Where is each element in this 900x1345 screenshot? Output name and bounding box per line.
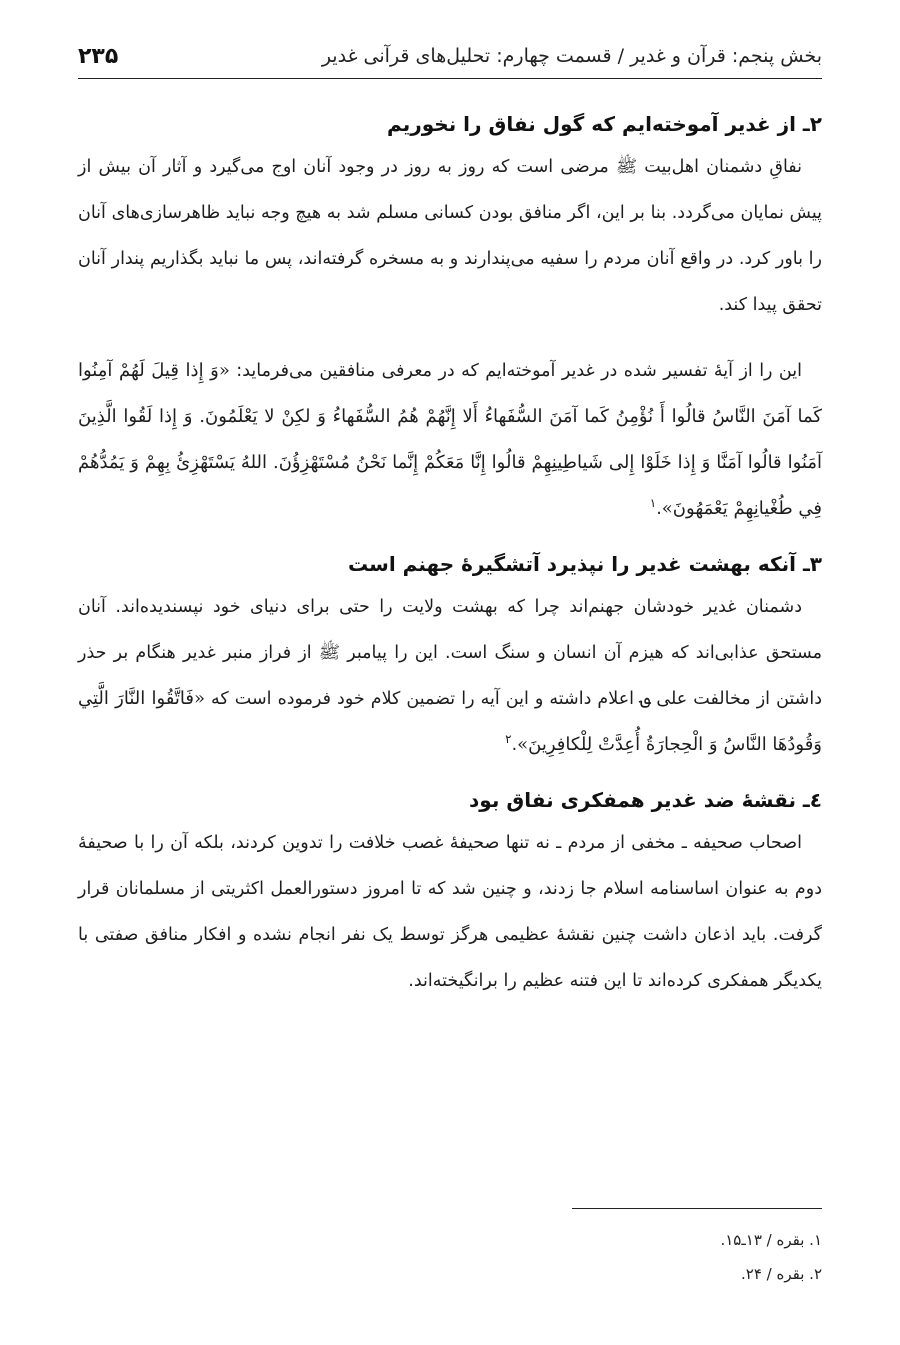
section-heading: ٤ـ نقشهٔ ضد غدیر همفکری نفاق بود	[469, 788, 822, 812]
footnote: ۱. بقره / ۱۳ـ۱۵.	[720, 1231, 822, 1249]
sentence-end: .	[656, 499, 662, 519]
sentence-end: .	[511, 735, 518, 755]
running-header	[78, 34, 822, 79]
quran-verse: «وَ إِذا قِيلَ لَهُمْ آمِنُوا كَما آمَنَ النَّاسُ قالُوا أَ نُؤْمِنُ كَما آمَنَ السُّفَهاءُ أَلا إِنَّهُمْ هُمُ السُّفَهاءُ وَ لكِنْ لا يَعْلَمُونَ. وَ إِذا لَقُوا الَّذِينَ آمَنُوا قالُوا آمَنَّا وَ إِذا خَلَوْا إِلى شَياطِينِهِمْ قالُوا إِنَّا مَعَكُمْ إِنَّما نَحْنُ مُسْتَهْزِؤُنَ. اللهُ يَسْتَهْزِئُ بِهِمْ وَ يَمُدُّهُمْ فِي طُغْيانِهِمْ يَعْمَهُونَ»	[78, 360, 822, 519]
page-body	[78, 104, 822, 1010]
section-2	[78, 104, 822, 532]
footnote-divider	[572, 1208, 822, 1209]
footnotes	[78, 1208, 822, 1291]
footnote-ref[interactable]: ۱	[649, 496, 657, 511]
section-heading: ۳ـ آنکه بهشت غدیر را نپذیرد آتشگیرهٔ جهنم است	[347, 552, 822, 576]
page-number: ۲۳۵	[78, 43, 119, 69]
section-heading: ۲ـ از غدیر آموخته‌ایم که گول نفاق را نخوریم	[387, 112, 822, 136]
quran-paragraph	[78, 348, 822, 532]
quran-verse: «فَاتَّقُوا النَّارَ الَّتِي وَقُودُهَا النَّاسُ وَ الْحِجارَةُ أُعِدَّتْ لِلْكافِرِينَ»	[78, 688, 822, 755]
paragraph: اصحاب صحیفه ـ مخفی از مردم ـ نه تنها صحیفهٔ غصب خلافت را تدوین کردند، بلکه آن را با صحیفهٔ دوم به عنوان اساسنامه اسلام جا زدند، و چنین شد که تا امروز دستورالعمل اکثریتی از مسلمانان قرار گرفت. باید اذعان داشت چنین نقشهٔ عظیمی هرگز توسط یک نفر انجام نشده و افکار منافق صفتی با یکدیگر همفکری کرده‌اند تا این فتنه عظیم را برانگیخته‌اند.	[78, 833, 822, 991]
footnote-ref[interactable]: ۲	[505, 732, 512, 747]
quran-paragraph	[78, 584, 822, 768]
section-4	[78, 780, 822, 1004]
section-3	[78, 544, 822, 768]
book-page	[78, 0, 822, 1345]
paragraph-intro: این را از آیهٔ تفسیر شده در غدیر آموخته‌ایم که در معرفی منافقین می‌فرماید:	[229, 361, 802, 381]
paragraph-intro: دشمنان غدیر خودشان جهنم‌اند چرا که بهشت ولایت را حتی برای دنیای خود نپسندیده‌اند. آنان مستحق عذابی‌اند که هیزم آن انسان و سنگ است. این را پیامبر ﷺ از فراز منبر غدیر هنگام بر حذر داشتن از مخالفت علی ؈ اعلام داشته و این آیه را تضمین کلام خود فرموده است که	[78, 597, 822, 709]
header-title: بخش پنجم: قرآن و غدیر / قسمت چهارم: تحلیل‌های قرآنی غدیر	[321, 45, 822, 67]
footnote: ۲. بقره / ۲۴.	[741, 1265, 822, 1283]
paragraph: نفاقِ دشمنان اهل‌بیت ﷺ مرضی است که روز به روز در وجود آنان اوج می‌گیرد و آثار آن بیش از پیش نمایان می‌گردد. بنا بر این، اگر منافق بودن کسانی مسلم شد به هیچ وجه نباید ظاهرسازی‌های آنان را باور کرد. در واقع آنان مردم را سفیه می‌پندارند و به مسخره گرفته‌اند، پس ما نباید بگذاریم پندار آنان تحقق پیدا کند.	[78, 157, 822, 315]
